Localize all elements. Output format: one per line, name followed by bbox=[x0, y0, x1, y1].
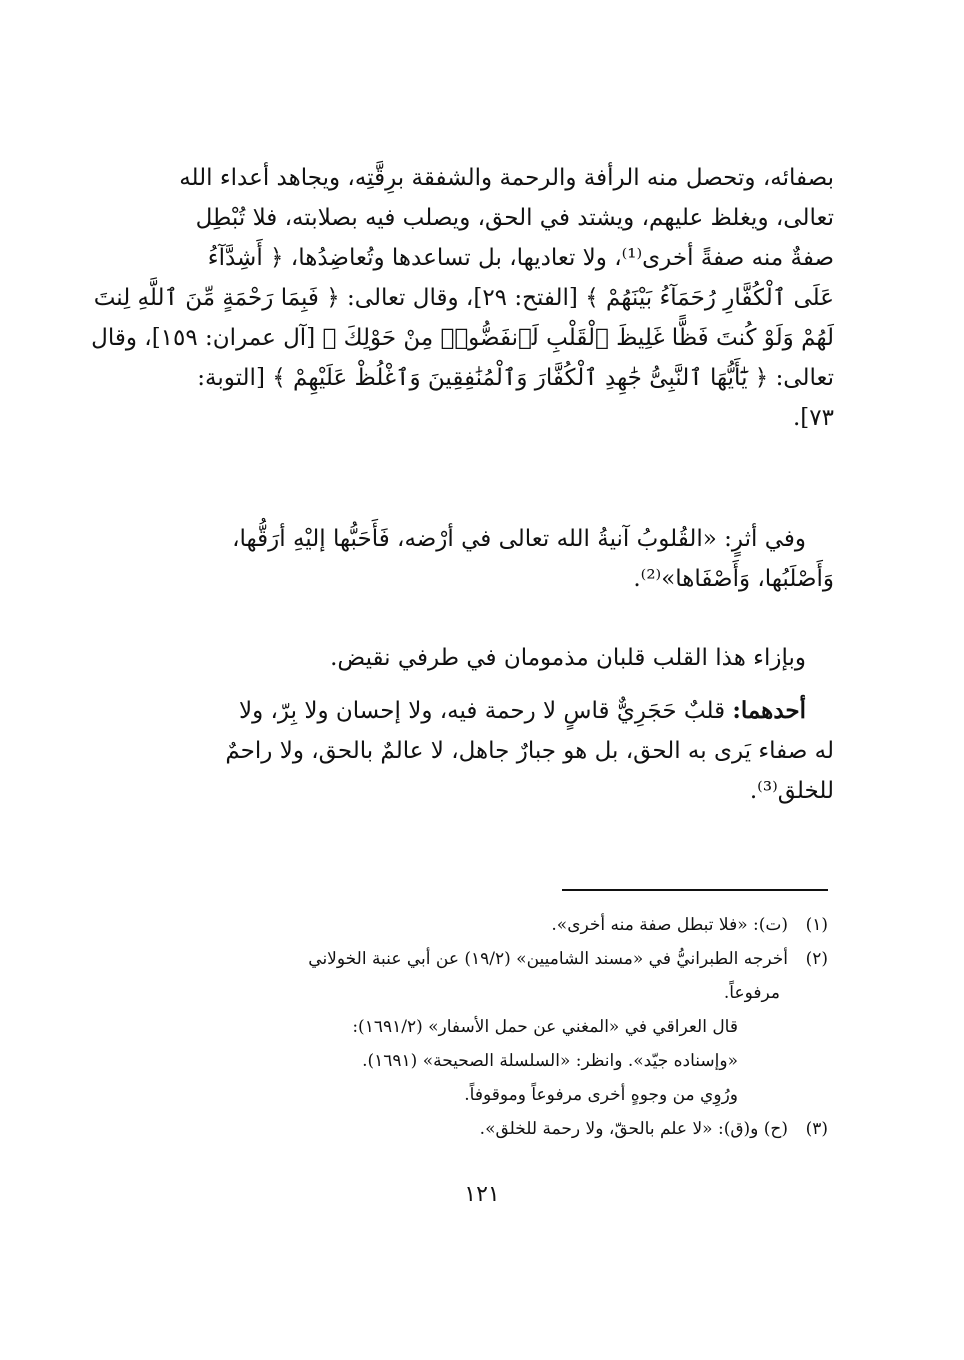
text-line: تعالى، ويغلظ عليهم، ويشتد في الحق، ويصلب فيه بصلابته، فلا تُبْطِل bbox=[195, 205, 834, 231]
footnote-text: (ح) و(ق): «لا علم بالحقّ، ولا رحمة للخلق». bbox=[479, 1119, 788, 1139]
text-line: صفةٌ منه صفةً أخرى⁽¹⁾، ولا تعاديها، بل تساعدها وتُعاضِدُها، ﴿ أَشِدَّآءُ bbox=[207, 245, 834, 271]
paragraph-4 bbox=[126, 691, 834, 811]
footnote-2-note: قال العراقي في «المغني عن حمل الأسفار» (١٦٩١/٢): bbox=[352, 1017, 738, 1037]
text-line: لَهُمْ وَلَوْ كُنتَ فَظًّا غَلِيظَ ٱلْقَلْبِ لَٱنفَضُّوا۟ مِنْ حَوْلِكَ ﴾ [آل عمران: ١٥٩]، وقال bbox=[91, 325, 834, 351]
text-line: للخلق⁽³⁾. bbox=[749, 778, 834, 804]
paragraph-2 bbox=[126, 519, 834, 599]
footnote-2 bbox=[128, 942, 828, 976]
text-line: وفي أثرٍ: «القُلوبُ آنيةُ الله تعالى في أرْضه، فَأَحَبُّها إليْهِ أرَقُّها، bbox=[232, 526, 806, 552]
footnote-2-continuation: مرفوعاً. bbox=[723, 983, 780, 1003]
footnotes bbox=[128, 908, 828, 1146]
page-number: ١٢١ bbox=[464, 1182, 500, 1207]
footnote-text: أخرجه الطبرانيُّ في «مسند الشاميين» (١٩/٢) عن أبي عنبة الخولاني bbox=[308, 949, 788, 969]
footnote-number: (١) bbox=[805, 915, 828, 935]
paragraph-1 bbox=[91, 158, 834, 438]
paragraph-3 bbox=[126, 638, 834, 678]
text-line: ٧٣]. bbox=[792, 405, 834, 431]
footnote-number: (٣) bbox=[805, 1119, 828, 1139]
text-run: قلبٌ حَجَرِيٌّ قاسٍ لا رحمة فيه، ولا إحسان ولا بِرّ، ولا bbox=[238, 698, 733, 724]
footnote-text: (ت): «فلا تبطل صفة منه أخرى». bbox=[551, 915, 788, 935]
text-line: وبإزاء هذا القلب قلبان مذمومان في طرفي نقيض. bbox=[330, 645, 806, 671]
text-line: بصفائه، وتحصل منه الرأفة والرحمة والشفقة برِقَّتِه، ويجاهد أعداء الله bbox=[179, 165, 834, 191]
text-line: تعالى: ﴿ يَٰٓأَيُّهَا ٱلنَّبِىُّ جَٰهِدِ ٱلْكُفَّارَ وَٱلْمُنَٰفِقِينَ وَٱغْلُظْ عَلَيْهِمْ ﴾ [التوبة: bbox=[197, 365, 834, 391]
text-line: عَلَى ٱلْكُفَّارِ رُحَمَآءُ بَيْنَهُمْ ﴾ [الفتح: ٢٩]، وقال تعالى: ﴿ فَبِمَا رَحْمَةٍ مِّنَ ٱللَّهِ لِنتَ bbox=[93, 285, 834, 311]
footnote-2-note: «وإسناده جيّد». وانظر: «السلسلة الصحيحة» (١٦٩١). bbox=[362, 1051, 738, 1071]
footnote-divider bbox=[562, 889, 828, 891]
paragraph-lead: أحدهما: bbox=[732, 697, 806, 724]
footnote-number: (٢) bbox=[805, 949, 828, 969]
text-line: وَأَصْلَبُها، وَأَصْفَاها»⁽²⁾. bbox=[633, 566, 834, 592]
footnote-2-note: ورُوِي من وجوهٍ أخرى مرفوعاً وموقوفاً. bbox=[464, 1085, 738, 1105]
text-line bbox=[126, 691, 834, 731]
text-line: له صفاء يَرى به الحق، بل هو جبارٌ جاهل، لا عالمٌ بالحق، ولا راحمٌ bbox=[225, 738, 834, 764]
footnote-3 bbox=[128, 1112, 828, 1146]
footnote-1 bbox=[128, 908, 828, 942]
